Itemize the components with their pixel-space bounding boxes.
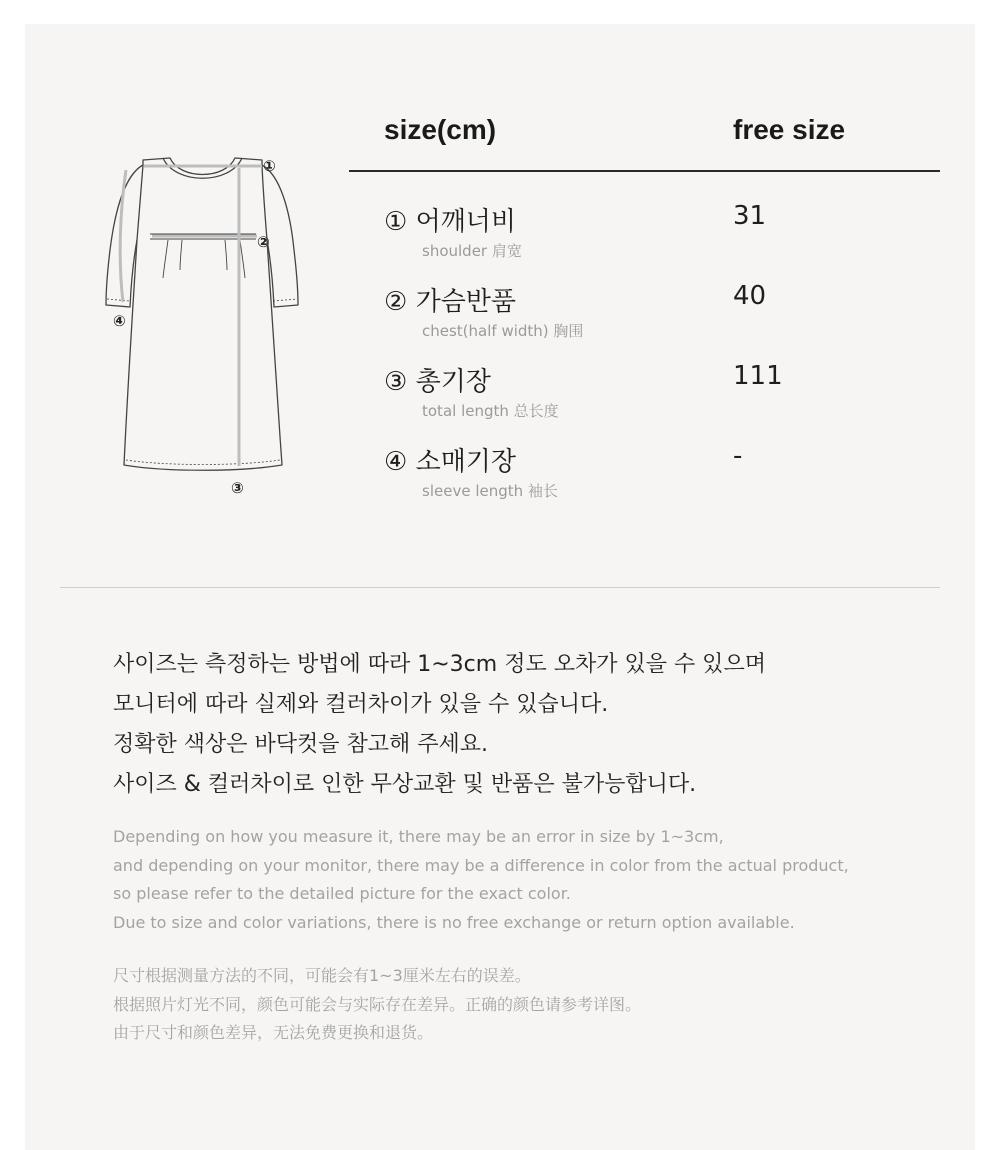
size-row-chest bbox=[384, 281, 944, 351]
marker-1: ① bbox=[263, 157, 276, 175]
row-label-en: chest(half width) 胸围 bbox=[422, 322, 584, 340]
row-label-ko: ② 가슴반품 bbox=[384, 287, 517, 317]
marker-2: ② bbox=[257, 233, 270, 251]
note-line: and depending on your monitor, there may be a difference in color from the actual product, bbox=[113, 855, 849, 875]
row-label-ko: ① 어깨너비 bbox=[384, 207, 517, 237]
notes-korean bbox=[113, 645, 766, 805]
size-row-shoulder bbox=[384, 201, 944, 271]
size-row-total-length bbox=[384, 361, 944, 431]
row-label-en: total length 总长度 bbox=[422, 402, 559, 420]
section-divider bbox=[60, 587, 940, 588]
note-line: 정확한 색상은 바닥컷을 참고해 주세요. bbox=[113, 732, 488, 757]
notes-chinese bbox=[113, 962, 641, 1048]
note-line: 根据照片灯光不同，颜色可能会与实际存在差异。正确的颜色请参考详图。 bbox=[113, 994, 642, 1014]
table-header-rule bbox=[349, 170, 940, 172]
free-size-header: free size bbox=[733, 114, 846, 145]
row-value: 40 bbox=[733, 281, 767, 311]
note-line: 모니터에 따라 실제와 컬러차이가 있을 수 있습니다. bbox=[113, 692, 609, 717]
note-line: 尺寸根据测量方法的不同，可能会有1~3厘米左右的误差。 bbox=[113, 966, 531, 985]
notes-english bbox=[113, 823, 849, 937]
dress-measurement-diagram bbox=[100, 150, 300, 500]
row-value: 111 bbox=[733, 361, 783, 391]
marker-3: ③ bbox=[231, 479, 244, 497]
sleeve-guide-line bbox=[120, 170, 126, 302]
size-header-label: size(cm) bbox=[384, 114, 497, 145]
row-label-ko: ③ 총기장 bbox=[384, 367, 491, 397]
marker-4: ④ bbox=[113, 312, 126, 330]
note-line: so please refer to the detailed picture for the exact color. bbox=[113, 884, 571, 903]
row-value: 31 bbox=[733, 201, 767, 231]
size-row-sleeve bbox=[384, 441, 944, 511]
row-label-en: shoulder 肩宽 bbox=[422, 242, 522, 260]
row-label-en: sleeve length 袖长 bbox=[422, 482, 558, 500]
note-line: Depending on how you measure it, there may be an error in size by 1~3cm, bbox=[113, 827, 724, 846]
row-value: - bbox=[733, 441, 743, 471]
row-label-ko: ④ 소매기장 bbox=[384, 447, 517, 477]
note-line: Due to size and color variations, there is no free exchange or return option available. bbox=[113, 912, 795, 932]
note-line: 사이즈는 측정하는 방법에 따라 1~3cm 정도 오차가 있을 수 있으며 bbox=[113, 652, 766, 677]
note-line: 由于尺寸和颜色差异，无法免费更换和退货。 bbox=[113, 1023, 434, 1042]
note-line: 사이즈 & 컬러차이로 인한 무상교환 및 반품은 불가능합니다. bbox=[113, 772, 697, 797]
